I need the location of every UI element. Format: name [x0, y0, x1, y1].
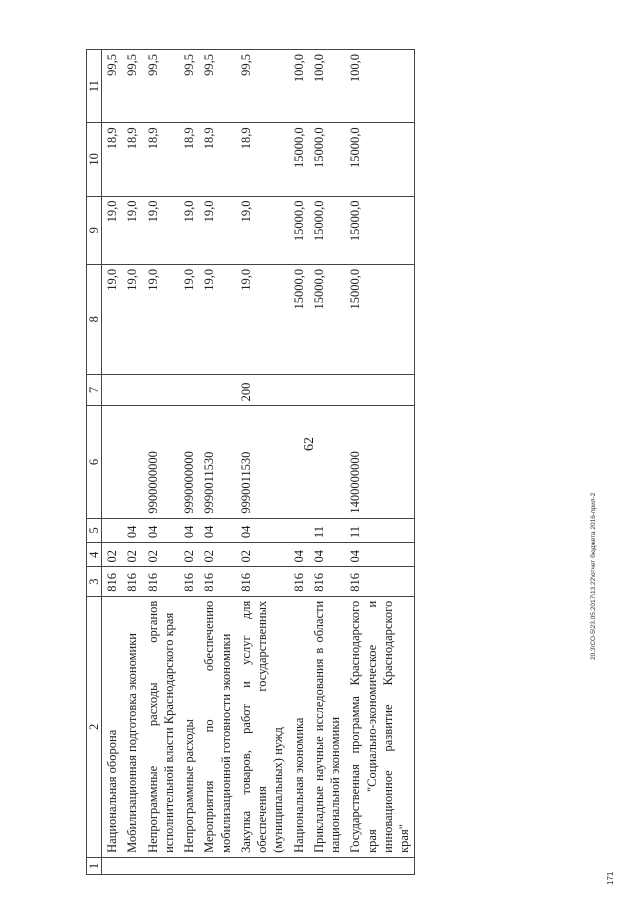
cell-col-9: 15000,0	[289, 196, 309, 264]
cell-col-5: 04	[199, 518, 236, 542]
cell-col-4: 04	[309, 543, 346, 567]
cell-col-6	[309, 406, 346, 518]
cell-col-11: 100,0	[345, 50, 415, 123]
cell-col-9: 19,0	[143, 196, 180, 264]
column-number: 11	[87, 50, 102, 123]
budget-table	[86, 49, 415, 875]
cell-col-9: 19,0	[236, 196, 289, 264]
row-name: Мероприятия по обеспечению мобилизационной готовности экономики	[199, 596, 236, 857]
column-number: 9	[87, 196, 102, 264]
table-row	[143, 50, 180, 875]
cell-col-7	[199, 374, 236, 406]
cell-col-1	[345, 857, 415, 874]
cell-col-8: 19,0	[143, 264, 180, 374]
column-number: 8	[87, 264, 102, 374]
cell-col-3: 816	[289, 567, 309, 596]
cell-col-3: 816	[309, 567, 346, 596]
cell-col-4: 02	[199, 543, 236, 567]
table-row	[236, 50, 289, 875]
cell-col-10: 18,9	[122, 123, 142, 196]
row-name: Закупка товаров, работ и услуг для обеспечения государственных (муниципальных) нужд	[236, 596, 289, 857]
cell-col-4: 02	[102, 543, 123, 567]
cell-col-11: 99,5	[236, 50, 289, 123]
cell-col-7	[102, 374, 123, 406]
cell-col-8: 19,0	[122, 264, 142, 374]
cell-col-5: 04	[143, 518, 180, 542]
column-number: 10	[87, 123, 102, 196]
row-name: Государственная программа Краснодарского края "Социально-экономическое и инновационное развитие Краснодарского края"	[345, 596, 415, 857]
cell-col-8: 15000,0	[289, 264, 309, 374]
cell-col-3: 816	[143, 567, 180, 596]
row-name: Непрограммные расходы органов исполнительной власти Краснодарского края	[143, 596, 180, 857]
cell-col-4: 02	[179, 543, 199, 567]
cell-col-6: 9900000000	[143, 406, 180, 518]
cell-col-11: 99,5	[179, 50, 199, 123]
cell-col-10: 18,9	[143, 123, 180, 196]
row-name: Национальная оборона	[102, 596, 123, 857]
cell-col-5	[289, 518, 309, 542]
cell-col-1	[179, 857, 199, 874]
footer-file-path: 20.3\СО-5\23.05.2017\13.22\отчет бюджета 2016-прил-2	[590, 492, 597, 660]
cell-col-11: 100,0	[289, 50, 309, 123]
cell-col-6	[102, 406, 123, 518]
cell-col-8: 15000,0	[309, 264, 346, 374]
cell-col-7: 200	[236, 374, 289, 406]
table-row	[309, 50, 346, 875]
cell-col-5	[102, 518, 123, 542]
table-row	[122, 50, 142, 875]
cell-col-11: 100,0	[309, 50, 346, 123]
cell-col-10: 18,9	[199, 123, 236, 196]
cell-col-11: 99,5	[102, 50, 123, 123]
cell-col-10: 18,9	[102, 123, 123, 196]
cell-col-1	[289, 857, 309, 874]
cell-col-7	[122, 374, 142, 406]
cell-col-1	[143, 857, 180, 874]
cell-col-9: 19,0	[102, 196, 123, 264]
cell-col-3: 816	[102, 567, 123, 596]
cell-col-9: 19,0	[122, 196, 142, 264]
cell-col-8: 19,0	[199, 264, 236, 374]
cell-col-6: 1400000000	[345, 406, 415, 518]
cell-col-5: 04	[179, 518, 199, 542]
column-number: 4	[87, 543, 102, 567]
cell-col-8: 19,0	[236, 264, 289, 374]
cell-col-10: 18,9	[236, 123, 289, 196]
cell-col-9: 19,0	[199, 196, 236, 264]
cell-col-3: 816	[345, 567, 415, 596]
cell-col-4: 04	[289, 543, 309, 567]
row-name: Непрограммные расходы	[179, 596, 199, 857]
table-row	[345, 50, 415, 875]
column-number: 7	[87, 374, 102, 406]
cell-col-3: 816	[199, 567, 236, 596]
table-row	[289, 50, 309, 875]
cell-col-7	[309, 374, 346, 406]
row-name: Прикладные научные исследования в области национальной экономики	[309, 596, 346, 857]
column-number: 3	[87, 567, 102, 596]
cell-col-3: 816	[236, 567, 289, 596]
cell-col-5: 11	[345, 518, 415, 542]
cell-col-7	[345, 374, 415, 406]
cell-col-7	[289, 374, 309, 406]
column-number: 1	[87, 857, 102, 874]
cell-col-1	[122, 857, 142, 874]
cell-col-3: 816	[179, 567, 199, 596]
cell-col-6: 9990011530	[236, 406, 289, 518]
cell-col-10: 18,9	[179, 123, 199, 196]
cell-col-1	[236, 857, 289, 874]
cell-col-6	[122, 406, 142, 518]
cell-col-7	[179, 374, 199, 406]
cell-col-6	[289, 406, 309, 518]
column-number: 2	[87, 596, 102, 857]
cell-col-5: 11	[309, 518, 346, 542]
table-body	[102, 50, 415, 875]
cell-col-6: 9990011530	[199, 406, 236, 518]
cell-col-10: 15000,0	[309, 123, 346, 196]
cell-col-8: 19,0	[179, 264, 199, 374]
cell-col-10: 15000,0	[345, 123, 415, 196]
cell-col-11: 99,5	[122, 50, 142, 123]
cell-col-1	[309, 857, 346, 874]
column-number-row	[87, 50, 102, 875]
cell-col-1	[102, 857, 123, 874]
margin-mark: 171	[606, 871, 615, 885]
table-row	[179, 50, 199, 875]
cell-col-5: 04	[122, 518, 142, 542]
cell-col-5: 04	[236, 518, 289, 542]
cell-col-9: 19,0	[179, 196, 199, 264]
row-name: Мобилизационная подготовка экономики	[122, 596, 142, 857]
cell-col-4: 02	[143, 543, 180, 567]
table-row	[199, 50, 236, 875]
cell-col-4: 02	[122, 543, 142, 567]
row-name: Национальная экономика	[289, 596, 309, 857]
table-row	[102, 50, 123, 875]
cell-col-3: 816	[122, 567, 142, 596]
cell-col-11: 99,5	[143, 50, 180, 123]
cell-col-10: 15000,0	[289, 123, 309, 196]
cell-col-9: 15000,0	[309, 196, 346, 264]
page-number: 62	[302, 437, 317, 451]
cell-col-8: 15000,0	[345, 264, 415, 374]
cell-col-4: 02	[236, 543, 289, 567]
rotated-table-container	[86, 45, 526, 875]
cell-col-1	[199, 857, 236, 874]
cell-col-11: 99,5	[199, 50, 236, 123]
column-number: 6	[87, 406, 102, 518]
cell-col-7	[143, 374, 180, 406]
column-number: 5	[87, 518, 102, 542]
cell-col-6: 9990000000	[179, 406, 199, 518]
cell-col-9: 15000,0	[345, 196, 415, 264]
cell-col-4: 04	[345, 543, 415, 567]
cell-col-8: 19,0	[102, 264, 123, 374]
